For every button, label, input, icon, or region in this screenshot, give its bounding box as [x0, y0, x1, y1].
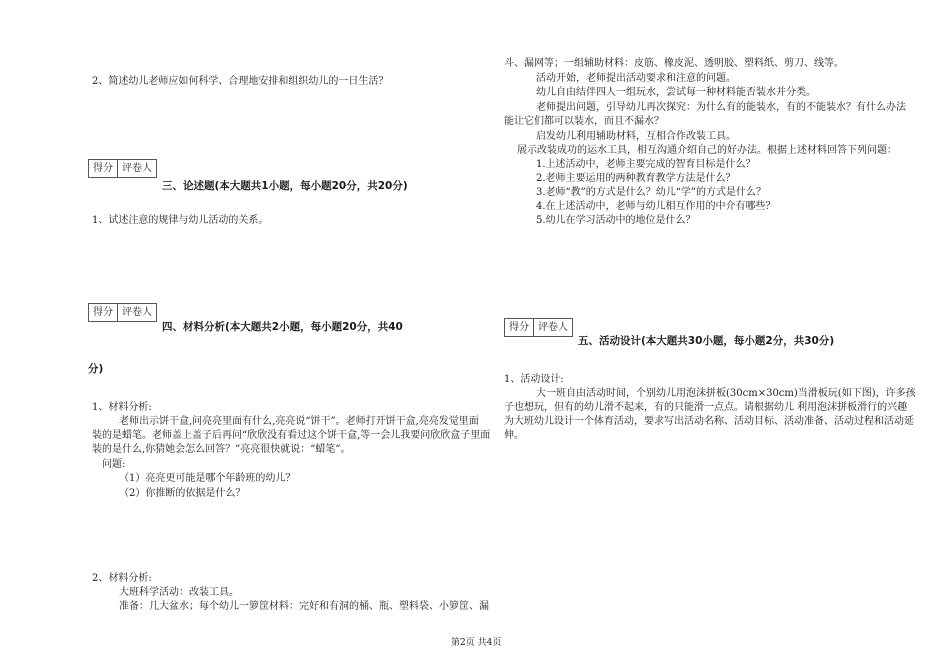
- question-item: 2.老师主要运用的两种教育教学方法是什么？: [536, 173, 736, 184]
- reviewer-label: 评卷人: [117, 304, 156, 321]
- score-box-section-3: [88, 159, 157, 178]
- question-item: 5.幼儿在学习活动中的地位是什么？: [536, 215, 696, 226]
- material-2-cont-line6: 启发幼儿利用辅助材料，互相合作改装工具。: [536, 131, 736, 142]
- material-1-question-a: （1）亮亮更可能是哪个年龄班的幼儿？: [119, 473, 296, 484]
- material-2-line2: 准备：几大盆水；每个幼儿一箩筐材料：完好和有洞的桶、瓶、塑料袋、小箩筐、漏: [119, 601, 489, 612]
- section-3-question-1: 1、试述注意的规律与幼儿活动的关系。: [92, 215, 269, 226]
- material-1-line1: 老师出示饼干盒,问亮亮里面有什么,亮亮说“饼干”。老师打开饼干盒,亮亮发觉里面: [119, 416, 479, 427]
- activity-1-line1: 大一班自由活动时间，个别幼儿用泡沫拼板(30cm×30cm)当滑板玩(如下图)，许多孩: [536, 388, 916, 399]
- question-item: 1.上述活动中，老师主要完成的智育目标是什么？: [536, 159, 756, 170]
- material-1-line2: 装的是蜡笔。老师盖上盖子后再问“欣欣没有看过这个饼干盒,等一会儿我要问欣欣盒子里面: [92, 430, 491, 441]
- question-item: 4.在上述活动中，老师与幼儿相互作用的中介有哪些？: [536, 201, 776, 212]
- score-box-section-4: [88, 303, 157, 322]
- material-1-heading: 1、材料分析:: [92, 402, 152, 413]
- score-label: 得分: [509, 322, 529, 333]
- question-item: 3.老师“教”的方式是什么？幼儿“学”的方式是什么？: [536, 187, 766, 198]
- material-2-cont-line1: 斗、漏网等；一组辅助材料：皮筋、橡皮泥、透明胶、塑料纸、剪刀、线等。: [504, 58, 844, 69]
- section-3-title: 三、论述题(本大题共1小题，每小题20分，共20分): [162, 180, 408, 192]
- score-label: 得分: [93, 163, 113, 174]
- section-5-title: 五、活动设计(本大题共30小题，每小题2分，共30分): [578, 335, 835, 347]
- material-2-cont-line3: 幼儿自由结伴四人一组玩水，尝试每一种材料能否装水并分类。: [536, 87, 816, 98]
- section-4-title-line2: 分): [88, 363, 104, 375]
- reviewer-label: 评卷人: [117, 160, 156, 177]
- reviewer-label: 评卷人: [533, 319, 572, 336]
- section-4-title-line1: 四、材料分析(本大题共2小题，每小题20分，共40: [162, 321, 403, 333]
- activity-1-heading: 1、活动设计:: [504, 374, 564, 385]
- question-2-text: 2、简述幼儿老师应如何科学、合理地安排和组织幼儿的一日生活？: [92, 76, 389, 87]
- page-number: 第2页 共4页: [451, 638, 502, 648]
- material-2-cont-line2: 活动开始，老师提出活动要求和注意的问题。: [536, 73, 736, 84]
- material-1-line3: 装的是什么,你猜她会怎么回答？”亮亮很快就说：“蜡笔”。: [92, 444, 351, 455]
- material-2-cont-line7: 展示改装成功的运水工具，相互沟通介绍自己的好办法。根据上述材料回答下列问题：: [517, 145, 897, 156]
- activity-1-line4: 伸。: [504, 430, 524, 441]
- score-label: 得分: [93, 307, 113, 318]
- material-1-question-label: 问题:: [102, 459, 126, 470]
- material-2-cont-line4: 老师提出问题，引导幼儿再次探究：为什么有的能装水，有的不能装水？有什么办法: [536, 102, 906, 113]
- material-1-question-b: （2）你推断的依据是什么？: [119, 488, 246, 499]
- material-2-line1: 大班科学活动：改装工具。: [119, 587, 239, 598]
- material-2-heading: 2、材料分析:: [92, 573, 152, 584]
- activity-1-line3: 为大班幼儿设计一个体育活动，要求写出活动名称、活动目标、活动准备、活动过程和活动延: [504, 416, 914, 427]
- activity-1-line2: 子也想玩，但有的幼儿滑不起来，有的只能滑一点点。请根据幼儿 利用泡沫拼板滑行的兴趣: [504, 402, 908, 413]
- score-box-section-5: [504, 318, 573, 337]
- material-2-cont-line5: 能让它们都可以装水，而且不漏水？: [504, 116, 664, 127]
